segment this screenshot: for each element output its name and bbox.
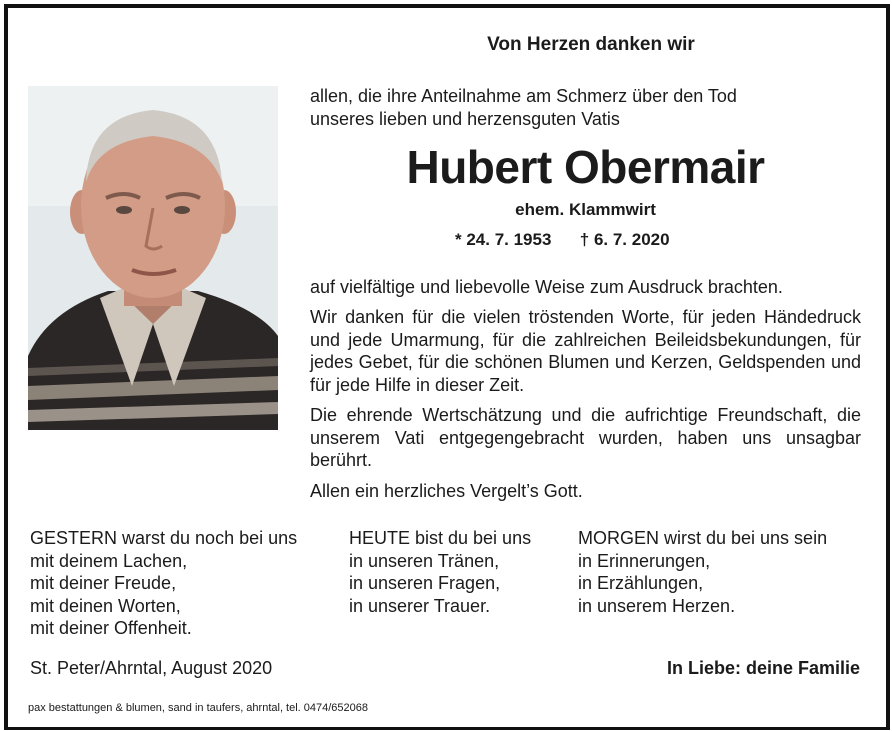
- poem-line: mit deinen Worten,: [30, 595, 181, 616]
- deceased-title: ehem. Klammwirt: [515, 200, 656, 219]
- poem-line: in Erinnerungen,: [578, 550, 711, 571]
- poem-line: MORGEN wirst du bei uns sein: [578, 528, 828, 548]
- poem-line: in unserem Herzen.: [578, 595, 736, 616]
- poem-line: GESTERN warst du noch bei uns: [30, 528, 298, 548]
- poem-line: mit deinem Lachen,: [30, 550, 188, 571]
- poem-gestern: [30, 527, 297, 640]
- deceased-name: Hubert Obermair: [406, 141, 765, 193]
- poem-line: in unseren Tränen,: [349, 550, 500, 571]
- life-dates: [455, 230, 670, 250]
- family-signature: In Liebe: deine Familie: [666, 658, 860, 678]
- thanks-paragraph-2: Wir danken für die vielen tröstenden Worte, für jeden Händedruck und jede Umarmung, für die zahlreichen Beileidsbekundungen, für jedes Gebet, für die schönen Blumen und Kerzen, Geldspenden und für jede Hilfe in dieser Zeit.: [310, 307, 861, 395]
- portrait-illustration: [28, 86, 278, 430]
- poem-line: in unserer Trauer.: [349, 595, 491, 616]
- poem-line: mit deiner Freude,: [30, 573, 177, 593]
- funeral-service-footer: pax bestattungen & blumen, sand in taufers, ahrntal, tel. 0474/652068: [28, 702, 369, 714]
- notice-heading: Von Herzen danken wir: [487, 34, 695, 55]
- thanks-paragraph-1: auf vielfältige und liebevolle Weise zum Ausdruck brachten.: [310, 277, 783, 297]
- poem-heute: [349, 527, 531, 617]
- poem-line: mit deiner Offenheit.: [30, 618, 192, 638]
- death-date: † 6. 7. 2020: [579, 230, 670, 249]
- thanks-paragraph-3: Die ehrende Wertschätzung und die aufrichtige Freundschaft, die unserem Vati entgegengebracht wurden, haben uns unsagbar berührt.: [310, 405, 861, 470]
- birth-date: * 24. 7. 1953: [455, 230, 552, 249]
- portrait-photo: [28, 86, 278, 430]
- intro-text: [310, 85, 861, 130]
- place-date: St. Peter/Ahrntal, August 2020: [30, 658, 273, 678]
- intro-line-2: unseres lieben und herzensguten Vatis: [310, 108, 620, 129]
- thanks-paragraph-4: Allen ein herzliches Vergelt’s Gott.: [310, 481, 583, 501]
- poem-line: in unseren Fragen,: [349, 573, 501, 593]
- intro-line-1: allen, die ihre Anteilnahme am Schmerz über den Tod: [310, 86, 737, 106]
- poem-morgen: [578, 527, 827, 617]
- poem-line: in Erzählungen,: [578, 573, 704, 593]
- poem-line: HEUTE bist du bei uns: [349, 528, 532, 548]
